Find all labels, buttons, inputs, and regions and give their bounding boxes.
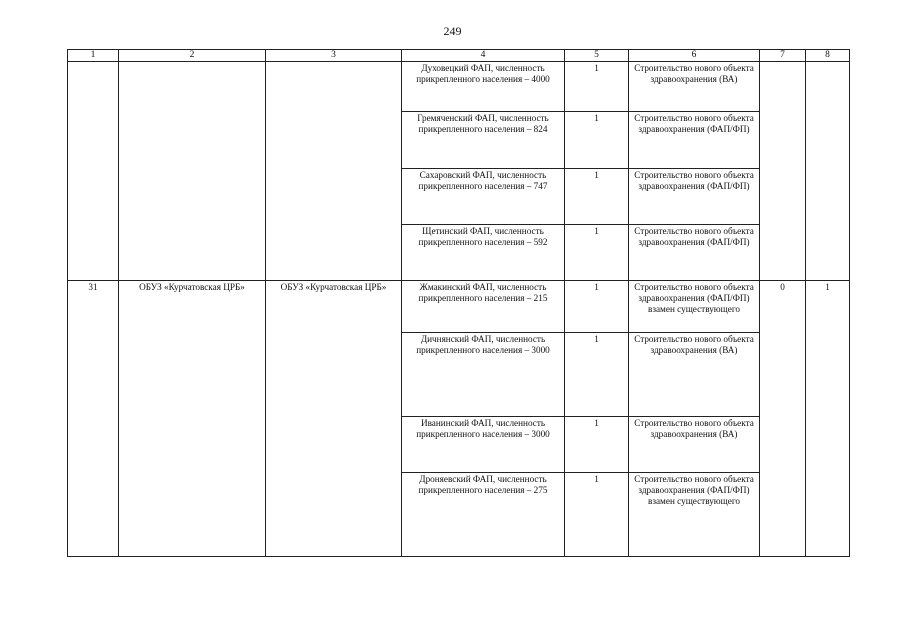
header-row xyxy=(68,50,850,62)
page-number: 249 xyxy=(443,24,462,38)
action-cell: Строительство нового объекта здравоохранения (ФАП/ФП) xyxy=(629,225,760,281)
count-cell: 1 xyxy=(565,281,629,333)
header-cell: 6 xyxy=(629,50,760,62)
header-cell: 8 xyxy=(806,50,850,62)
org-cell xyxy=(119,62,266,281)
count-cell: 1 xyxy=(565,333,629,417)
table-row xyxy=(68,62,850,112)
action-cell: Строительство нового объекта здравоохранения (ФАП/ФП) xyxy=(629,112,760,169)
header-cell: 5 xyxy=(565,50,629,62)
num-cell xyxy=(68,62,119,281)
count-cell: 1 xyxy=(565,225,629,281)
action-cell: Строительство нового объекта здравоохранения (ФАП/ФП) xyxy=(629,169,760,225)
col7-cell xyxy=(760,62,806,281)
action-cell: Строительство нового объекта здравоохранения (ФАП/ФП) взамен существующего xyxy=(629,281,760,333)
facility-cell: Жмакинский ФАП, численность прикрепленного населения – 215 xyxy=(402,281,565,333)
action-cell: Строительство нового объекта здравоохранения (ФАП/ФП) взамен существующего xyxy=(629,473,760,557)
facilities-table xyxy=(67,49,850,557)
facility-cell: Дичнянский ФАП, численность прикрепленного населения – 3000 xyxy=(402,333,565,417)
org-cell: ОБУЗ «Курчатовская ЦРБ» xyxy=(119,281,266,557)
facility-cell: Сахаровский ФАП, численность прикрепленного населения – 747 xyxy=(402,169,565,225)
header-cell: 3 xyxy=(266,50,402,62)
facility-cell: Иванинский ФАП, численность прикрепленного населения – 3000 xyxy=(402,417,565,473)
header-cell: 2 xyxy=(119,50,266,62)
org2-cell: ОБУЗ «Курчатовская ЦРБ» xyxy=(266,281,402,557)
count-cell: 1 xyxy=(565,62,629,112)
table-row xyxy=(68,281,850,333)
col8-cell: 1 xyxy=(806,281,850,557)
header-cell: 1 xyxy=(68,50,119,62)
count-cell: 1 xyxy=(565,417,629,473)
action-cell: Строительство нового объекта здравоохранения (ВА) xyxy=(629,417,760,473)
count-cell: 1 xyxy=(565,169,629,225)
org2-cell xyxy=(266,62,402,281)
action-cell: Строительство нового объекта здравоохранения (ВА) xyxy=(629,62,760,112)
header-cell: 7 xyxy=(760,50,806,62)
facility-cell: Гремяченский ФАП, численность прикрепленного населения – 824 xyxy=(402,112,565,169)
num-cell: 31 xyxy=(68,281,119,557)
facility-cell: Щетинский ФАП, численность прикрепленного населения – 592 xyxy=(402,225,565,281)
col8-cell xyxy=(806,62,850,281)
count-cell: 1 xyxy=(565,473,629,557)
facility-cell: Дроняевский ФАП, численность прикрепленного населения – 275 xyxy=(402,473,565,557)
facility-cell: Духовецкий ФАП, численность прикрепленного населения – 4000 xyxy=(402,62,565,112)
action-cell: Строительство нового объекта здравоохранения (ВА) xyxy=(629,333,760,417)
count-cell: 1 xyxy=(565,112,629,169)
col7-cell: 0 xyxy=(760,281,806,557)
header-cell: 4 xyxy=(402,50,565,62)
